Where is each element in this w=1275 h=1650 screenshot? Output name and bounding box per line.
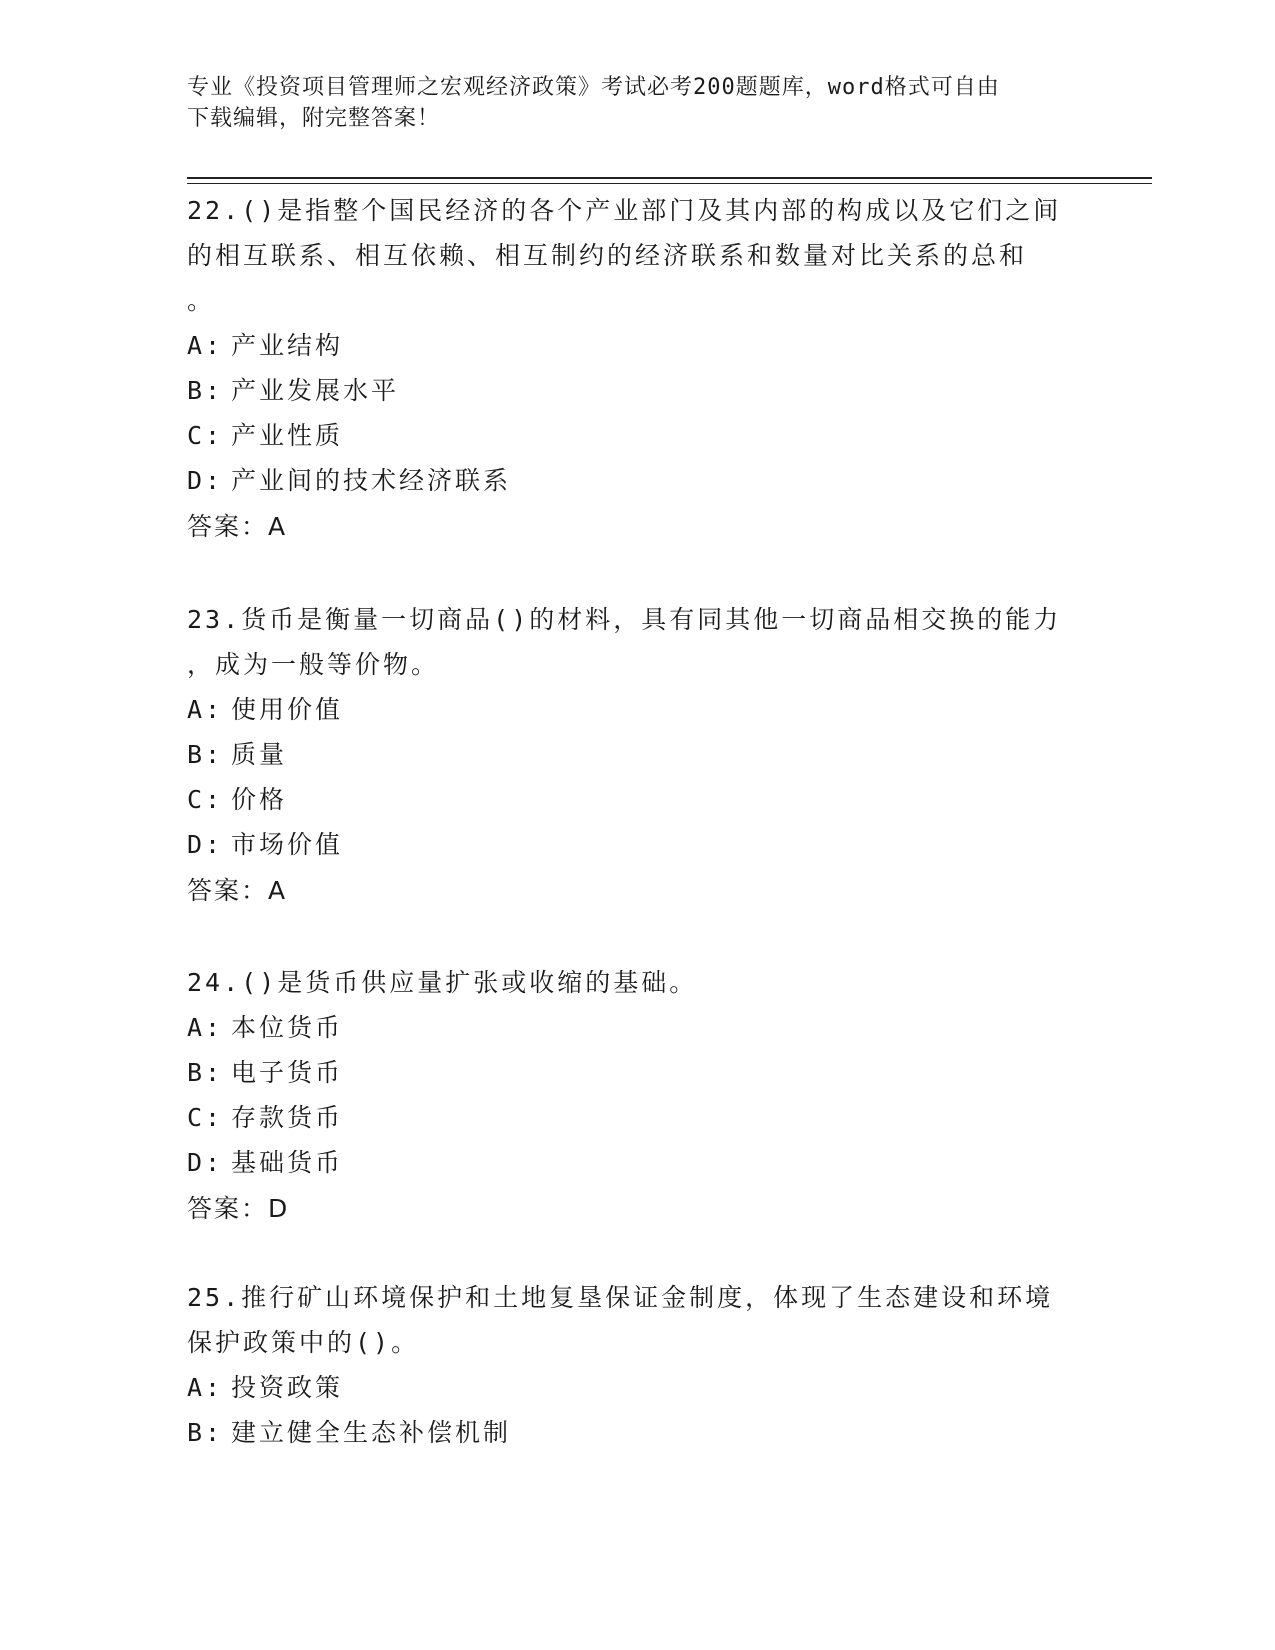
option-d	[187, 1140, 1087, 1185]
option-text: 产业结构	[231, 331, 344, 360]
option-b	[187, 1050, 1087, 1095]
question-stem-line: 。	[187, 286, 216, 315]
option-letter: B:	[187, 740, 224, 769]
question-23	[187, 597, 1087, 914]
option-a	[187, 323, 1087, 368]
option-letter: B:	[187, 1058, 224, 1087]
question-stem-line: 25.推行矿山环境保护和土地复垦保证金制度，体现了生态建设和环境	[187, 1283, 1054, 1312]
question-22	[187, 188, 1087, 550]
answer: 答案：A	[187, 512, 288, 541]
option-text: 存款货币	[231, 1103, 344, 1132]
option-letter: D:	[187, 466, 224, 495]
document-header	[187, 72, 1067, 134]
header-line-2: 下载编辑，附完整答案！	[187, 106, 441, 131]
option-b	[187, 368, 1087, 413]
option-text: 使用价值	[231, 695, 344, 724]
option-letter: C:	[187, 421, 224, 450]
header-divider-thin	[187, 183, 1152, 184]
option-letter: B:	[187, 376, 224, 405]
question-stem-line: ，成为一般等价物。	[187, 650, 440, 679]
question-stem-line: 24.()是货币供应量扩张或收缩的基础。	[187, 968, 698, 997]
question-stem-line: 23.货币是衡量一切商品()的材料，具有同其他一切商品相交换的能力	[187, 605, 1062, 634]
answer: 答案：A	[187, 876, 288, 905]
question-stem-line: 保护政策中的()。	[187, 1328, 420, 1357]
option-text: 投资政策	[231, 1373, 344, 1402]
option-text: 本位货币	[231, 1013, 344, 1042]
answer: 答案：D	[187, 1194, 290, 1223]
option-text: 电子货币	[231, 1058, 344, 1087]
option-b	[187, 732, 1087, 777]
option-letter: C:	[187, 1103, 224, 1132]
option-text: 价格	[231, 785, 288, 814]
option-text: 基础货币	[231, 1148, 344, 1177]
header-divider-thick	[187, 177, 1152, 179]
option-d	[187, 458, 1087, 503]
option-letter: D:	[187, 830, 224, 859]
question-24	[187, 960, 1087, 1232]
option-text: 产业发展水平	[231, 376, 400, 405]
option-text: 市场价值	[231, 830, 344, 859]
option-text: 建立健全生态补偿机制	[231, 1418, 512, 1447]
option-letter: A:	[187, 1373, 224, 1402]
option-b	[187, 1410, 1087, 1455]
option-c	[187, 1095, 1087, 1140]
option-d	[187, 822, 1087, 867]
option-c	[187, 413, 1087, 458]
header-line-1: 专业《投资项目管理师之宏观经济政策》考试必考200题题库，word格式可自由	[187, 75, 1000, 100]
option-a	[187, 687, 1087, 732]
question-25	[187, 1275, 1087, 1455]
option-c	[187, 777, 1087, 822]
option-letter: D:	[187, 1148, 224, 1177]
option-text: 产业间的技术经济联系	[231, 466, 512, 495]
question-stem-line: 的相互联系、相互依赖、相互制约的经济联系和数量对比关系的总和	[187, 241, 1028, 270]
option-letter: B:	[187, 1418, 224, 1447]
option-text: 产业性质	[231, 421, 344, 450]
option-letter: A:	[187, 331, 224, 360]
option-text: 质量	[231, 740, 288, 769]
option-letter: A:	[187, 1013, 224, 1042]
option-a	[187, 1005, 1087, 1050]
option-letter: A:	[187, 695, 224, 724]
option-a	[187, 1365, 1087, 1410]
option-letter: C:	[187, 785, 224, 814]
question-stem-line: 22.()是指整个国民经济的各个产业部门及其内部的构成以及它们之间	[187, 196, 1062, 225]
